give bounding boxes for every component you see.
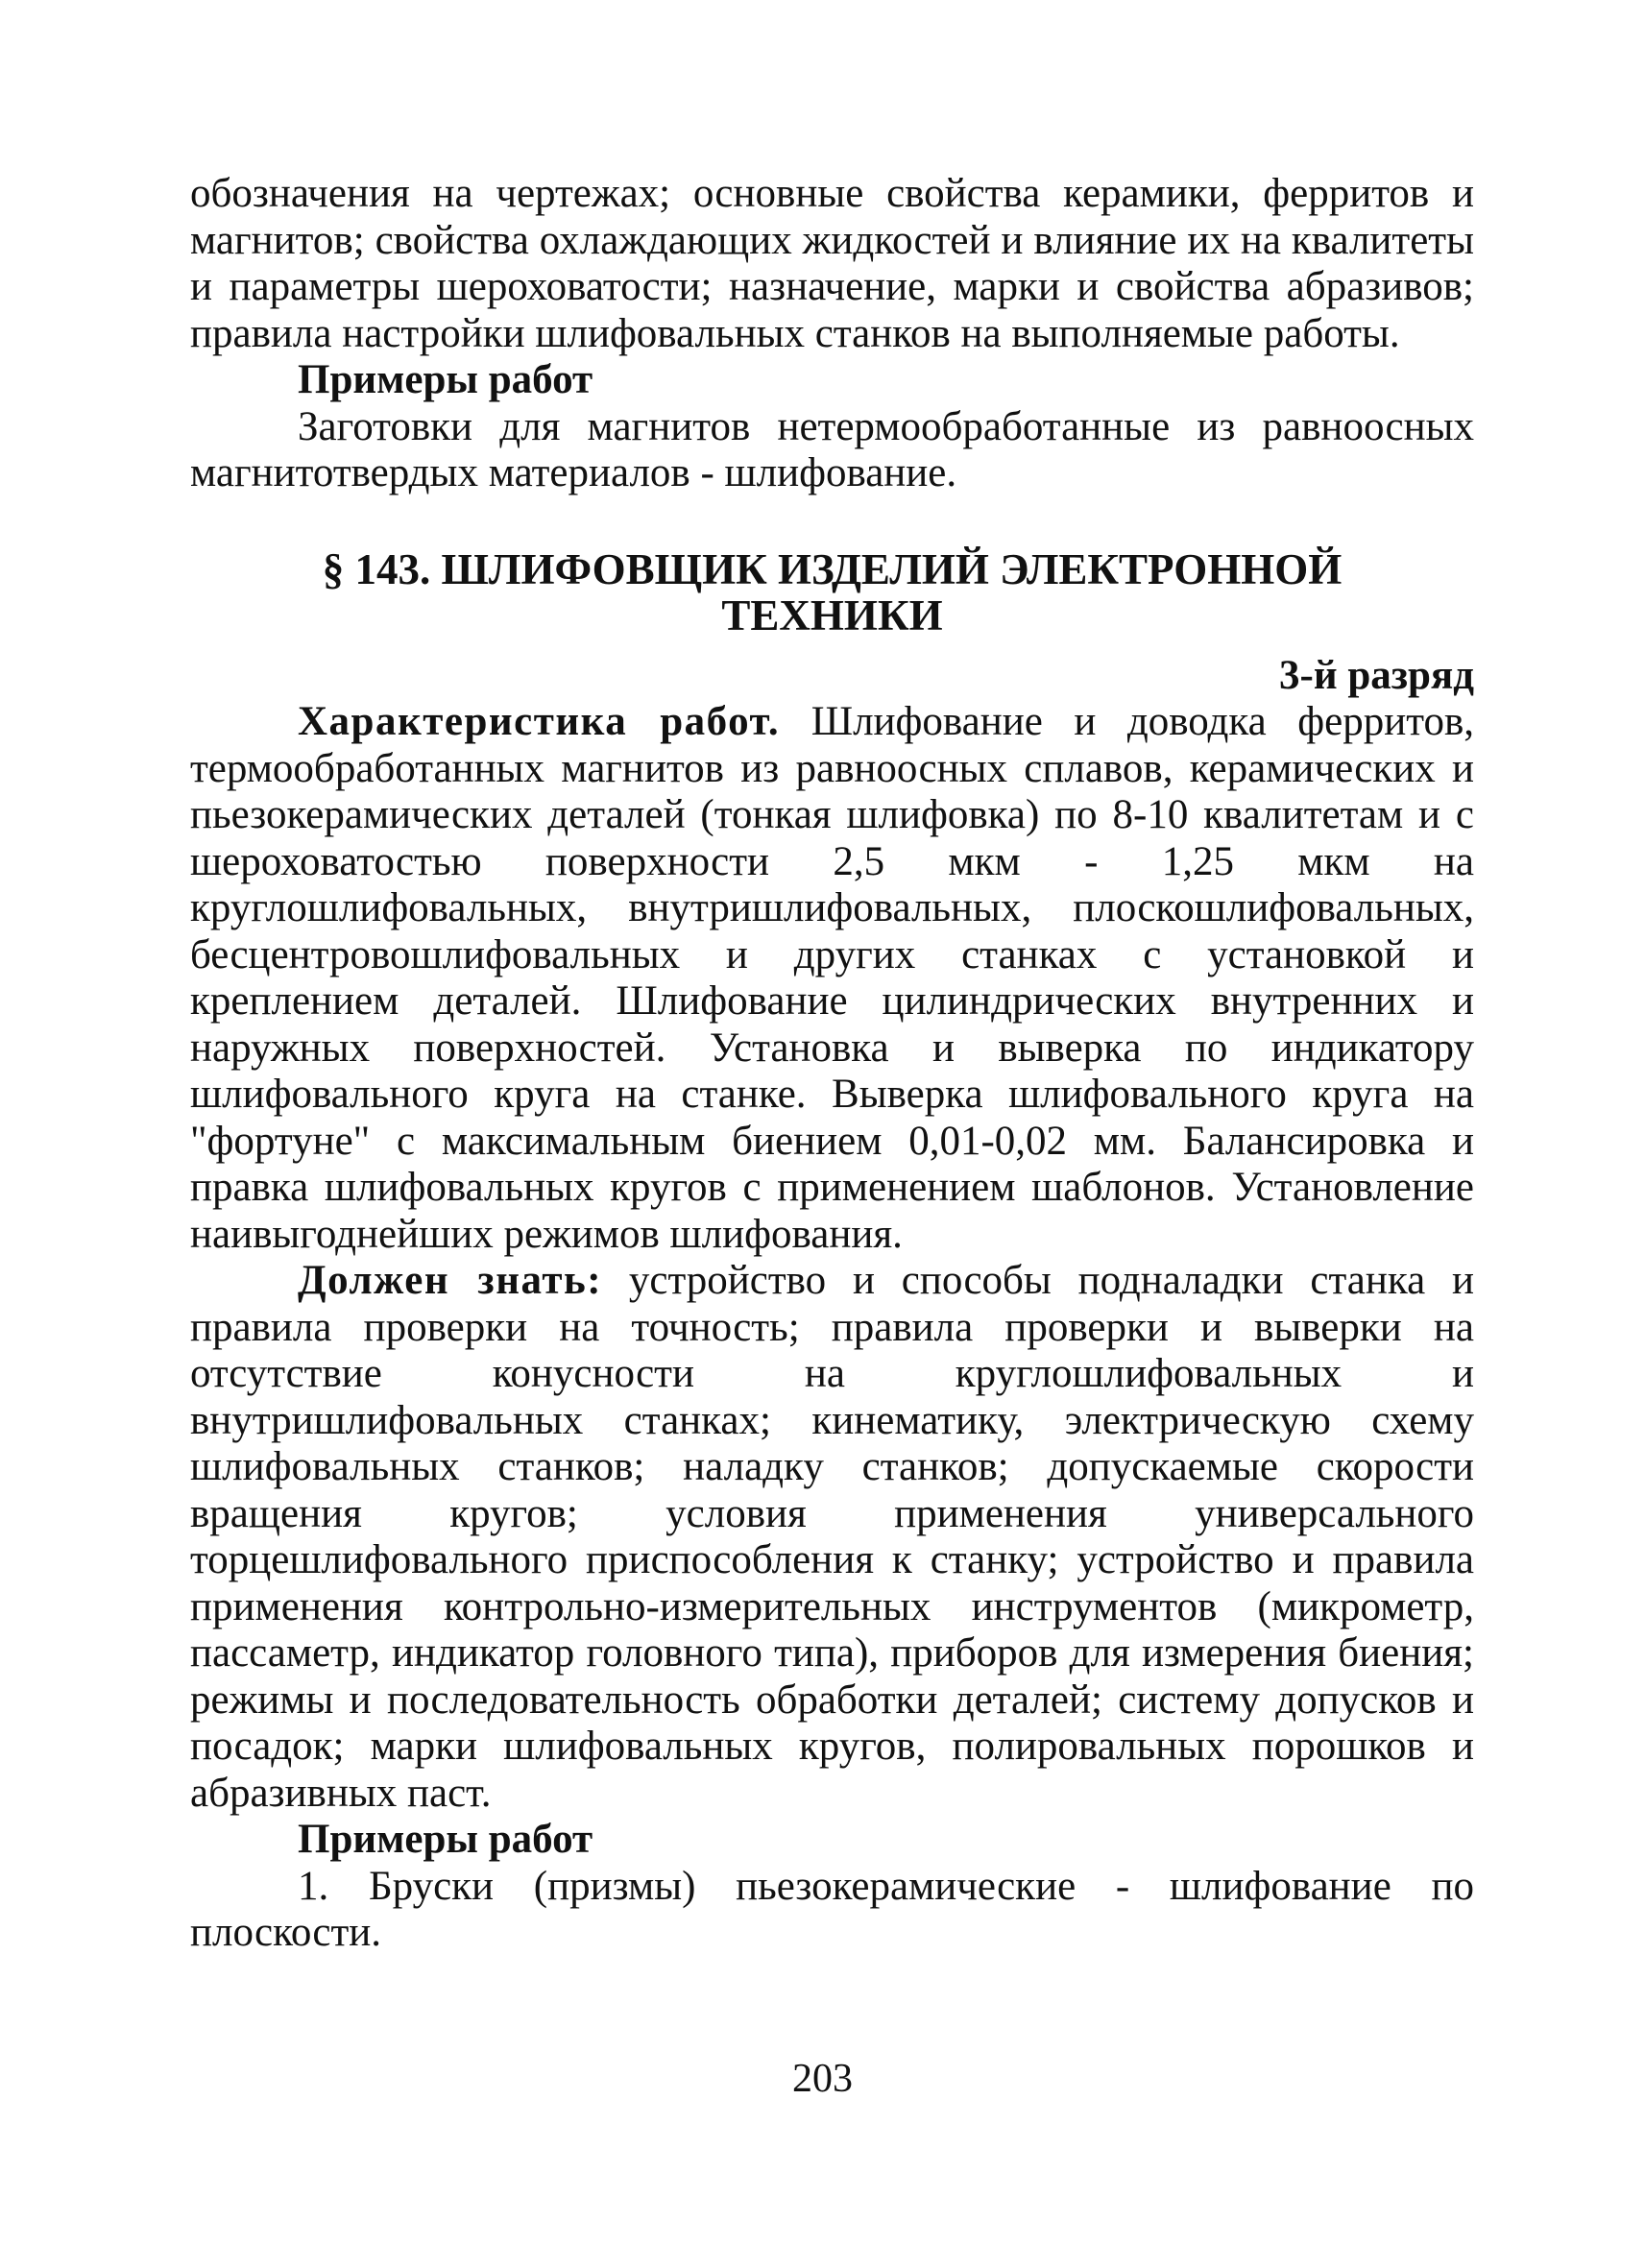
examples-heading-2: Примеры работ bbox=[298, 1817, 593, 1862]
page-body bbox=[190, 171, 1474, 1957]
example-item-1: 1. Бруски (призмы) пьезокерамические - шлифование по плоскости. bbox=[190, 1863, 1474, 1955]
grade-label: 3-й разряд bbox=[1279, 652, 1474, 698]
knowledge-text: устройство и способы подналадки станка и правила проверки на точность; правила проверки и выверки на отсутствие конусности на круглошлифовальных и внутришлифовальных станках; кинематику, электрическую схему шлифовальных станков; наладку станков; допускаемые скорости вращения кругов; условия применения универсального торцешлифовального приспособления к станку; устройство и правила применения контрольно-измерительных инструментов (микрометр, пассаметр, индикатор головного типа), приборов для измерения биения; режимы и последовательность обработки деталей; систему допусков и посадок; марки шлифовальных кругов, полировальных порошков и абразивных паст. bbox=[190, 1258, 1474, 1816]
section-title-line-1: § 143. ШЛИФОВЩИК ИЗДЕЛИЙ ЭЛЕКТРОННОЙ bbox=[322, 544, 1343, 593]
knowledge-label: Должен знать: bbox=[298, 1258, 603, 1303]
section-title bbox=[190, 546, 1474, 639]
intro-paragraph: обозначения на чертежах; основные свойства керамики, ферритов и магнитов; свойства охлаждающих жидкостей и влияние их на квалитеты и параметры шероховатости; назначение, марки и свойства абразивов; правила настройки шлифовальных станков на выполняемые работы. bbox=[190, 171, 1474, 356]
example-text-1: Заготовки для магнитов нетермообработанные из равноосных магнитотвердых материалов - шлифование. bbox=[190, 403, 1474, 495]
page-number: 203 bbox=[792, 2057, 853, 2101]
examples-heading-1: Примеры работ bbox=[298, 357, 593, 402]
section-title-line-2: ТЕХНИКИ bbox=[721, 591, 943, 639]
characteristic-text: Шлифование и доводка ферритов, термообработанных магнитов из равноосных сплавов, керамических и пьезокерамических деталей (тонкая шлифовка) по 8-10 квалитетам и с шероховатостью поверхности 2,5 мкм - 1,25 мкм на круглошлифовальных, внутришлифовальных, плоскошлифовальных, бесцентровошлифовальных и других станках с установкой и креплением деталей. Шлифование цилиндрических внутренних и наружных поверхностей. Установка и выверка по индикатору шлифовального круга на станке. Выверка шлифовального круга на "фортуне" с максимальным биением 0,01-0,02 мм. Балансировка и правка шлифовальных кругов с применением шаблонов. Установление наивыгоднейших режимов шлифования. bbox=[190, 699, 1474, 1257]
knowledge-paragraph bbox=[190, 1258, 1474, 1817]
characteristic-label: Характеристика работ. bbox=[298, 699, 781, 744]
characteristic-paragraph bbox=[190, 699, 1474, 1258]
